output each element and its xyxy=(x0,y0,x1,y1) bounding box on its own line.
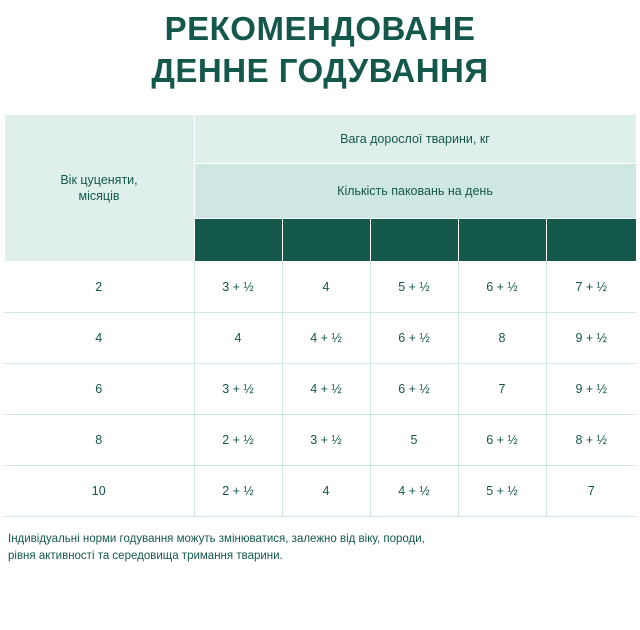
row-age-label: 10 xyxy=(4,466,194,517)
row-3-cell-4: 8 + ½ xyxy=(546,415,636,466)
table-row xyxy=(4,364,636,415)
weight-column-header-5: 10 xyxy=(546,219,636,262)
table-row xyxy=(4,313,636,364)
table-row xyxy=(4,262,636,313)
weight-column-header-1: 3 xyxy=(194,219,282,262)
row-2-cell-0: 3 + ½ xyxy=(194,364,282,415)
row-age-label: 6 xyxy=(4,364,194,415)
footnote xyxy=(8,531,632,565)
row-3-cell-2: 5 xyxy=(370,415,458,466)
weight-column-header-3: 6 xyxy=(370,219,458,262)
feeding-table xyxy=(4,114,637,517)
row-0-cell-1: 4 xyxy=(282,262,370,313)
table-header-row-weight xyxy=(4,115,636,164)
row-2-cell-3: 7 xyxy=(458,364,546,415)
age-header-line-2: місяців xyxy=(78,189,120,203)
row-0-cell-4: 7 + ½ xyxy=(546,262,636,313)
weight-header-cell: Вага дорослої тварини, кг xyxy=(194,115,636,164)
row-4-cell-3: 5 + ½ xyxy=(458,466,546,517)
row-1-cell-1: 4 + ½ xyxy=(282,313,370,364)
table-row xyxy=(4,415,636,466)
page-title-line-1: РЕКОМЕНДОВАНЕ xyxy=(164,10,476,47)
row-1-cell-3: 8 xyxy=(458,313,546,364)
row-1-cell-0: 4 xyxy=(194,313,282,364)
table-row xyxy=(4,466,636,517)
row-1-cell-2: 6 + ½ xyxy=(370,313,458,364)
weight-column-header-4: 8 xyxy=(458,219,546,262)
row-age-label: 2 xyxy=(4,262,194,313)
row-age-label: 8 xyxy=(4,415,194,466)
row-4-cell-4: 7 xyxy=(546,466,636,517)
weight-column-header-2: 4 xyxy=(282,219,370,262)
row-4-cell-0: 2 + ½ xyxy=(194,466,282,517)
page-title-line-2: ДЕННЕ ГОДУВАННЯ xyxy=(151,52,489,89)
row-age-label: 4 xyxy=(4,313,194,364)
page-title xyxy=(0,0,640,92)
row-2-cell-4: 9 + ½ xyxy=(546,364,636,415)
row-0-cell-0: 3 + ½ xyxy=(194,262,282,313)
row-2-cell-2: 6 + ½ xyxy=(370,364,458,415)
row-2-cell-1: 4 + ½ xyxy=(282,364,370,415)
row-3-cell-0: 2 + ½ xyxy=(194,415,282,466)
footnote-line-1: Індивідуальні норми годування можуть змінюватися, залежно від віку, породи, xyxy=(8,533,425,545)
packs-header-cell: Кількість паковань на день xyxy=(194,164,636,219)
row-4-cell-1: 4 xyxy=(282,466,370,517)
row-3-cell-1: 3 + ½ xyxy=(282,415,370,466)
row-1-cell-4: 9 + ½ xyxy=(546,313,636,364)
row-0-cell-3: 6 + ½ xyxy=(458,262,546,313)
footnote-line-2: рівня активності та середовища тримання тварини. xyxy=(8,550,283,562)
row-0-cell-2: 5 + ½ xyxy=(370,262,458,313)
age-header-cell xyxy=(4,115,194,262)
age-header-line-1: Вік цуценяти, xyxy=(60,173,138,187)
row-4-cell-2: 4 + ½ xyxy=(370,466,458,517)
row-3-cell-3: 6 + ½ xyxy=(458,415,546,466)
